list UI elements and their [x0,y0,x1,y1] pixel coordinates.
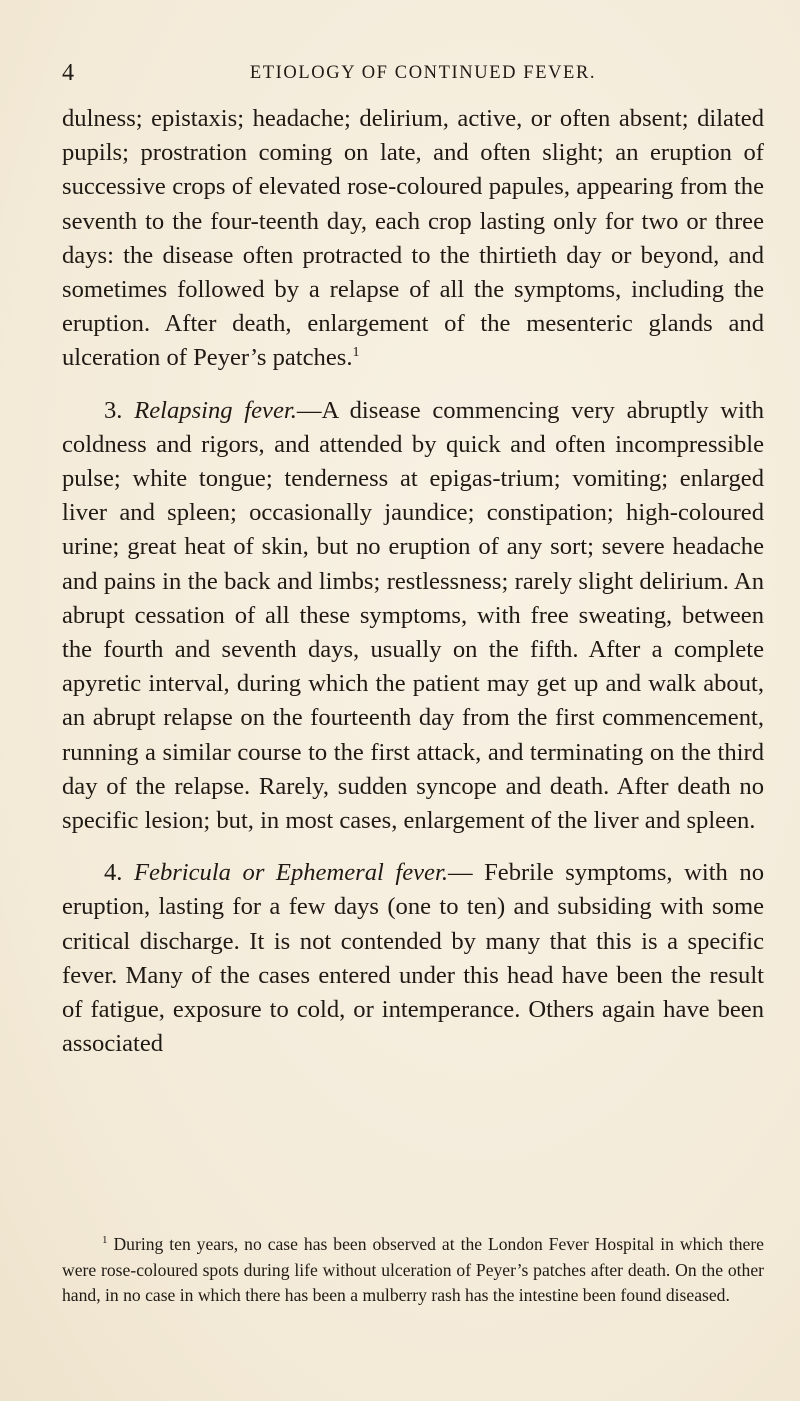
running-title: ETIOLOGY OF CONTINUED FEVER. [249,63,597,83]
paragraph-text: —A disease commencing very abruptly with coldness and rigors, and attended by quick and often incompressible pulse; white tongue; tenderness at epigas-trium; vomiting; enlarged liver and spleen; occasionally jaundice; constipation; high-coloured urine; great heat of skin, but no eruption of any sort; severe headache and pains in the back and limbs; restlessness; rarely slight delirium. An abrupt cessation of all these symptoms, with free sweating, between the fourth and seventh days, usually on the fifth. After a complete apyretic interval, during which the patient may get up and walk about, an abrupt relapse on the fourteenth day from the first commencement, running a similar course to the first attack, and terminating on the third day of the relapse. Rarely, sudden syncope and death. After death no specific lesion; but, in most cases, enlargement of the liver and spleen. [62,396,765,835]
page-number: 4 [62,60,74,86]
paragraph-text: — Febrile symptoms, with no eruption, lasting for a few days (one to ten) and subsiding with some critical discharge. It is not contended by many that this is a specific fever. Many of the cases entered under this head have been the result of fatigue, exposure to cold, or intemperance. Others again have been associated [62,859,764,1058]
body-text [62,102,764,1061]
running-head [62,58,764,88]
section-number: 3. [104,396,123,424]
section-number: 4. [104,859,123,887]
section-title: Febricula or Ephemeral fever. [134,859,448,887]
footnote-mark: 1 [102,1234,108,1247]
footnote [62,1232,764,1309]
footnote-text: During ten years, no case has been observed at the London Fever Hospital in which there were rose-coloured spots during life without ulceration of Peyer’s patches after death. On the other hand, in no case in which there has been a mulberry rash has the intestine been found diseased. [62,1234,764,1305]
section-title: Relapsing fever. [134,396,297,424]
paragraph-text: dulness; epistaxis; headache; delirium, active, or often absent; dilated pupils; prostration coming on late, and often slight; an eruption of successive crops of elevated rose-coloured papules, appearing from the seventh to the four-teenth day, each crop lasting only for two or three days: the disease often protracted to the thirtieth day or beyond, and sometimes followed by a relapse of all the symptoms, including the eruption. After death, enlargement of the mesenteric glands and ulceration of Peyer’s patches. [62,105,764,372]
paragraph-febricula [62,856,764,1061]
paragraph-enteric-fever-continued [62,102,764,376]
footnote-reference: 1 [352,345,360,361]
paragraph-relapsing-fever [62,394,764,839]
